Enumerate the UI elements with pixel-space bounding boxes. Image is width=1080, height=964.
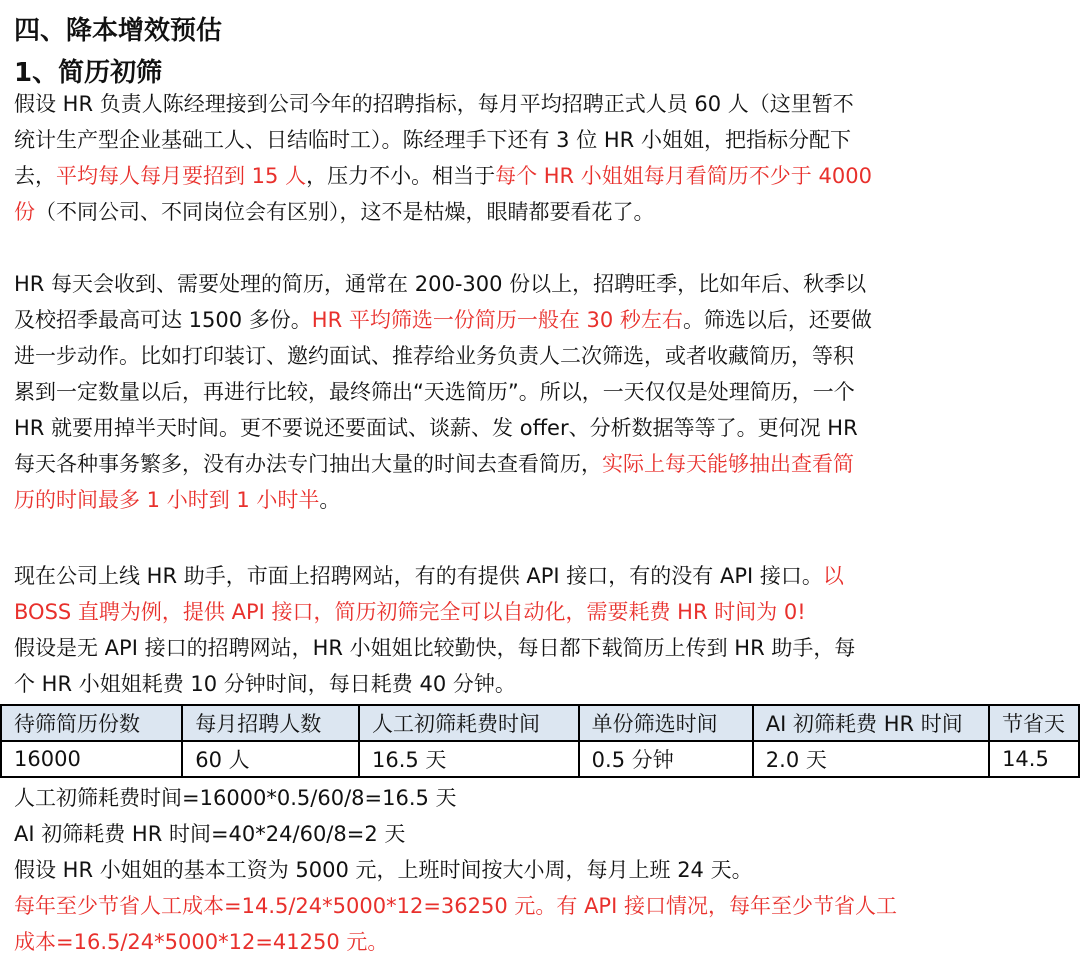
table-header-cell: 单份筛选时间 — [579, 705, 753, 741]
para3-line3: 假设是无 API 接口的招聘网站，HR 小姐姐比较勤快，每日都下载简历上传到 HR 助手，每 — [14, 636, 856, 660]
para2-line5: HR 就要用掉半天时间。更不要说还要面试、谈薪、发 offer、分析数据等等了。更何况 HR — [14, 416, 858, 440]
text: 去， — [14, 164, 56, 188]
table-header-cell: 每月招聘人数 — [182, 705, 359, 741]
para1-line2: 统计生产型企业基础工人、日结临时工）。陈经理手下还有 3 位 HR 小姐姐，把指标分配下 — [14, 128, 851, 152]
table-header-cell: 待筛简历份数 — [1, 705, 182, 741]
table-cell: 14.5 — [989, 741, 1079, 777]
table-cell: 2.0 天 — [753, 741, 989, 777]
highlight-text: 份 — [14, 200, 35, 224]
para2-line2 — [14, 302, 872, 338]
para2-line1: HR 每天会收到、需要处理的简历，通常在 200-300 份以上，招聘旺季，比如年后、秋季以 — [14, 272, 867, 296]
calc-line3: 假设 HR 小姐姐的基本工资为 5000 元，上班时间按大小周，每月上班 24 天。 — [14, 858, 753, 882]
calc-line2: AI 初筛耗费 HR 时间=40*24/60/8=2 天 — [14, 822, 406, 846]
highlight-text: 平均每人每月要招到 15 人 — [56, 164, 307, 188]
table-header-cell: 人工初筛耗费时间 — [359, 705, 579, 741]
calc-line4: 每年至少节省人工成本=14.5/24*5000*12=36250 元。有 API 接口情况，每年至少节省人工 — [14, 894, 897, 918]
highlight-text: 历的时间最多 1 小时到 1 小时半 — [14, 488, 320, 512]
text: ，压力不小。相当于 — [306, 164, 496, 188]
para3-line1 — [14, 558, 844, 594]
highlight-text: 以 — [822, 564, 844, 588]
text: 现在公司上线 HR 助手，市面上招聘网站，有的有提供 API 接口，有的没有 API 接口。 — [14, 564, 823, 588]
text: 每天各种事务繁多，没有办法专门抽出大量的时间去查看简历， — [14, 452, 602, 476]
highlight-text: HR 平均筛选一份简历一般在 30 秒左右 — [311, 308, 683, 332]
para1-line4 — [14, 194, 655, 230]
text: 及校招季最高可达 1500 多份。 — [14, 308, 312, 332]
calc-line5: 成本=16.5/24*5000*12=41250 元。 — [14, 930, 389, 954]
table-cell: 16000 — [1, 741, 182, 777]
para2-line6 — [14, 446, 854, 482]
para3-line4: 个 HR 小姐姐耗费 10 分钟时间，每日耗费 40 分钟。 — [14, 672, 516, 696]
section-heading: 四、降本增效预估 — [14, 16, 223, 46]
para1-line3 — [14, 158, 872, 194]
para2-line4: 累到一定数量以后，再进行比较，最终筛出“天选简历”。所以，一天仅仅是处理简历，一个 — [14, 380, 855, 404]
table-header-cell: 节省天 — [989, 705, 1079, 741]
table-header-row — [1, 705, 1079, 741]
table-header-cell: AI 初筛耗费 HR 时间 — [753, 705, 989, 741]
calc-line1: 人工初筛耗费时间=16000*0.5/60/8=16.5 天 — [14, 786, 457, 810]
text: 。筛选以后，还要做 — [682, 308, 872, 332]
text: 。 — [319, 488, 341, 512]
table-cell: 16.5 天 — [359, 741, 579, 777]
highlight-text: 实际上每天能够抽出查看简 — [602, 452, 854, 476]
para1-line1: 假设 HR 负责人陈经理接到公司今年的招聘指标，每月平均招聘正式人员 60 人（这里暂不 — [14, 92, 854, 116]
table-row — [1, 741, 1079, 777]
text: （不同公司、不同岗位会有区别），这不是枯燥，眼睛都要看花了。 — [35, 200, 655, 224]
cost-table — [0, 704, 1080, 778]
para2-line3: 进一步动作。比如打印装订、邀约面试、推荐给业务负责人二次筛选，或者收藏简历，等积 — [14, 344, 854, 368]
para2-line7 — [14, 482, 340, 518]
table-cell: 0.5 分钟 — [579, 741, 753, 777]
table-cell: 60 人 — [182, 741, 359, 777]
highlight-text: 每个 HR 小姐姐每月看简历不少于 4000 — [495, 164, 872, 188]
para3-line2: BOSS 直聘为例，提供 API 接口，简历初筛完全可以自动化，需要耗费 HR 时间为 0! — [14, 600, 806, 624]
subsection-heading: 1、简历初筛 — [14, 58, 163, 88]
